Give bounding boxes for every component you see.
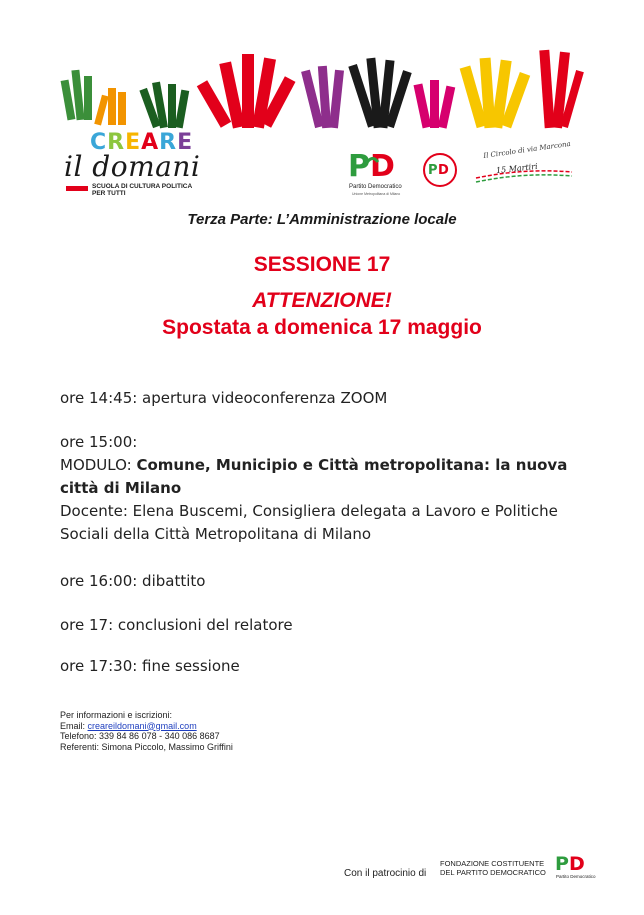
footer-patrocinio-text: Con il patrocinio di bbox=[344, 868, 427, 879]
schedule-item-1700: ore 17: conclusioni del relatore bbox=[60, 616, 293, 634]
session-moved-notice: Spostata a domenica 17 maggio bbox=[162, 316, 482, 339]
schedule-item-1445: ore 14:45: apertura videoconferenza ZOOM bbox=[60, 389, 388, 407]
pd-circle-logo bbox=[422, 152, 458, 188]
schedule-item-1730: ore 17:30: fine sessione bbox=[60, 657, 240, 675]
schedule-time-1500: ore 15:00: bbox=[60, 433, 138, 451]
pd-letter-p: P bbox=[348, 149, 370, 184]
hand-red-large bbox=[197, 54, 296, 129]
svg-text:PD: PD bbox=[555, 853, 585, 875]
modulo-label: MODULO: bbox=[60, 456, 137, 474]
svg-text:D: D bbox=[438, 163, 449, 178]
session-warning: ATTENZIONE! bbox=[252, 289, 392, 312]
contact-referenti: Referenti: Simona Piccolo, Massimo Griffini bbox=[60, 741, 233, 752]
logo-creare-letter: E bbox=[125, 130, 142, 155]
hand-magenta bbox=[414, 80, 456, 129]
contact-telefono: Telefono: 339 84 86 078 - 340 086 8687 bbox=[60, 731, 220, 741]
schedule-item-1500 bbox=[60, 431, 590, 546]
circolo-line1: Il Circolo di via Marcona bbox=[482, 139, 572, 160]
logo-tagline: SCUOLA DI CULTURA POLITICA PER TUTTI bbox=[92, 183, 193, 197]
modulo-title: Comune, Municipio e Città metropolitana: la nuova città di Milano bbox=[60, 456, 568, 497]
circolo-line2: 15 Martiri bbox=[495, 161, 539, 176]
logo-creare-letter: A bbox=[141, 130, 160, 155]
contact-heading: Per informazioni e iscrizioni: bbox=[60, 710, 173, 720]
footer-patronage bbox=[344, 853, 596, 886]
svg-text:Partito Democratico: Partito Democratico bbox=[556, 874, 596, 879]
logo-domani-word: il domani bbox=[64, 150, 201, 183]
logo-red-bar bbox=[66, 186, 88, 191]
logo-creare-letter: C bbox=[90, 130, 108, 155]
session-title: SESSIONE 17 bbox=[253, 253, 391, 276]
hand-darkgreen bbox=[139, 82, 189, 129]
contact-email-line: Email: creareildomani@gmail.com bbox=[60, 720, 197, 731]
hand-purple bbox=[301, 66, 344, 129]
logo-creare-letter: R bbox=[107, 130, 126, 155]
footer-fondazione: FONDAZIONE COSTITUENTE DEL PARTITO DEMOCRATICO bbox=[440, 859, 546, 877]
hand-orange bbox=[94, 88, 126, 126]
schedule-modulo bbox=[60, 454, 590, 500]
schedule-docente: Docente: Elena Buscemi, Consigliera delegata a Lavoro e Politiche Sociali della Città Metropolitana di Milano bbox=[60, 502, 558, 543]
pd-caption: Partito Democratico bbox=[349, 184, 402, 190]
footer-pd-logo bbox=[554, 850, 596, 882]
section-title: Terza Parte: L’Amministrazione locale bbox=[187, 211, 457, 228]
pd-subcaption: Unione Metropolitana di Milano bbox=[352, 192, 401, 196]
schedule-item-1600: ore 16:00: dibattito bbox=[60, 572, 206, 590]
logo-creare-letter: E bbox=[177, 130, 194, 155]
logo-creare-letter: R bbox=[159, 130, 178, 155]
hand-black bbox=[348, 58, 411, 129]
svg-text:P: P bbox=[428, 163, 438, 178]
creare-il-domani-logo bbox=[62, 128, 222, 200]
contact-info bbox=[60, 710, 233, 752]
hand-yellow bbox=[460, 58, 531, 129]
hand-red-right bbox=[539, 50, 584, 129]
pd-logo bbox=[346, 146, 406, 198]
hands-banner-image bbox=[58, 40, 578, 130]
pd-letter-d: D bbox=[370, 149, 395, 184]
hand-green bbox=[61, 70, 92, 121]
circolo-15-martiri-logo bbox=[466, 139, 576, 186]
contact-email-link[interactable]: creareildomani@gmail.com bbox=[87, 720, 197, 731]
